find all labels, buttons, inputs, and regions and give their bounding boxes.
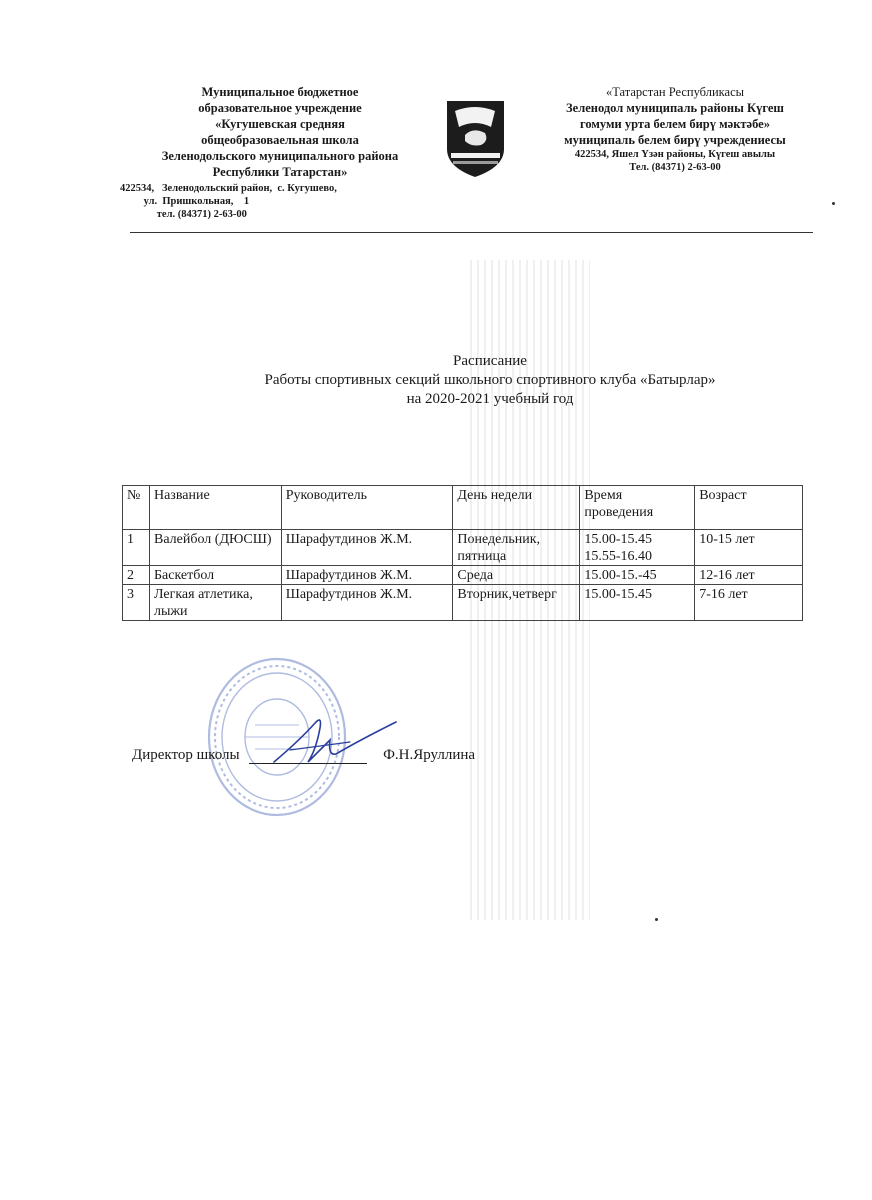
schedule-table <box>122 485 803 621</box>
scan-dot <box>655 918 658 921</box>
table-cell: Среда <box>453 566 580 585</box>
header-right-address-line: 422534, Яшел Үзән районы, Күгеш авылы <box>574 149 776 160</box>
table-cell: 3 <box>123 585 150 621</box>
header-right-line: гомуми урта белем бирү мәктәбе» <box>580 117 770 131</box>
table-header-row <box>123 486 803 530</box>
column-header: Возраст <box>695 486 803 530</box>
column-header: Руководитель <box>281 486 453 530</box>
table-cell: 12-16 лет <box>695 566 803 585</box>
header-right <box>525 84 825 174</box>
signature-name: Ф.Н.Яруллина <box>383 747 476 763</box>
address-line: ул. Пришкольная, 1 <box>120 196 250 207</box>
header-right-line: муниципаль белем бирү учреждениесы <box>564 133 786 147</box>
header-right-line: Зеленодол муниципаль районы Күгеш <box>566 101 784 115</box>
signature-block <box>132 747 475 764</box>
header-left-line: общеобразоваельная школа <box>201 133 359 147</box>
table-cell: 15.00-15.-45 <box>580 566 695 585</box>
table-cell: Понедельник, пятница <box>453 530 580 566</box>
coat-of-arms-icon <box>443 97 508 179</box>
table-cell: Баскетбол <box>149 566 281 585</box>
table-cell: 15.00-15.45 <box>580 585 695 621</box>
header-divider <box>130 232 813 233</box>
title-line-1: Расписание <box>453 353 527 369</box>
header-left-line: Республики Татарстан» <box>212 165 348 179</box>
column-header: № <box>123 486 150 530</box>
column-header: День недели <box>453 486 580 530</box>
table-cell: 1 <box>123 530 150 566</box>
title-line-3: на 2020-2021 учебный год <box>406 391 574 407</box>
header-left-line: Зеленодольского муниципального района <box>161 149 399 163</box>
column-header: Время проведения <box>580 486 695 530</box>
signature-line <box>249 749 367 764</box>
address-line: 422534, Зеленодольский район, с. Кугушево, <box>120 183 337 194</box>
table-row <box>123 566 803 585</box>
table-cell: 15.00-15.45 15.55-16.40 <box>580 530 695 566</box>
table-cell: Вторник,четверг <box>453 585 580 621</box>
address-line: тел. (84371) 2-63-00 <box>120 209 247 220</box>
table-cell: Шарафутдинов Ж.М. <box>281 585 453 621</box>
header-left-line: Муниципальное бюджетное <box>201 85 359 99</box>
table-cell: Шарафутдинов Ж.М. <box>281 566 453 585</box>
header-left-address <box>120 182 440 221</box>
scan-dot <box>832 202 835 205</box>
table-row <box>123 530 803 566</box>
column-header: Название <box>149 486 281 530</box>
document-title <box>200 352 780 409</box>
table-row <box>123 585 803 621</box>
table-cell: 2 <box>123 566 150 585</box>
table-cell: Легкая атлетика, лыжи <box>149 585 281 621</box>
header-left-line: «Кугушевская средняя <box>215 117 345 131</box>
title-line-2: Работы спортивных секций школьного спортивного клуба «Батырлар» <box>264 372 716 388</box>
header-left-line: образовательное учреждение <box>198 101 362 115</box>
header-right-address-line: Тел. (84371) 2-63-00 <box>629 162 721 173</box>
signature-role: Директор школы <box>132 747 240 763</box>
table-cell: Валейбол (ДЮСШ) <box>149 530 281 566</box>
table-cell: 10-15 лет <box>695 530 803 566</box>
table-cell: 7-16 лет <box>695 585 803 621</box>
table-cell: Шарафутдинов Ж.М. <box>281 530 453 566</box>
header-left <box>120 84 440 221</box>
header-right-line: «Татарстан Республикасы <box>605 85 745 99</box>
